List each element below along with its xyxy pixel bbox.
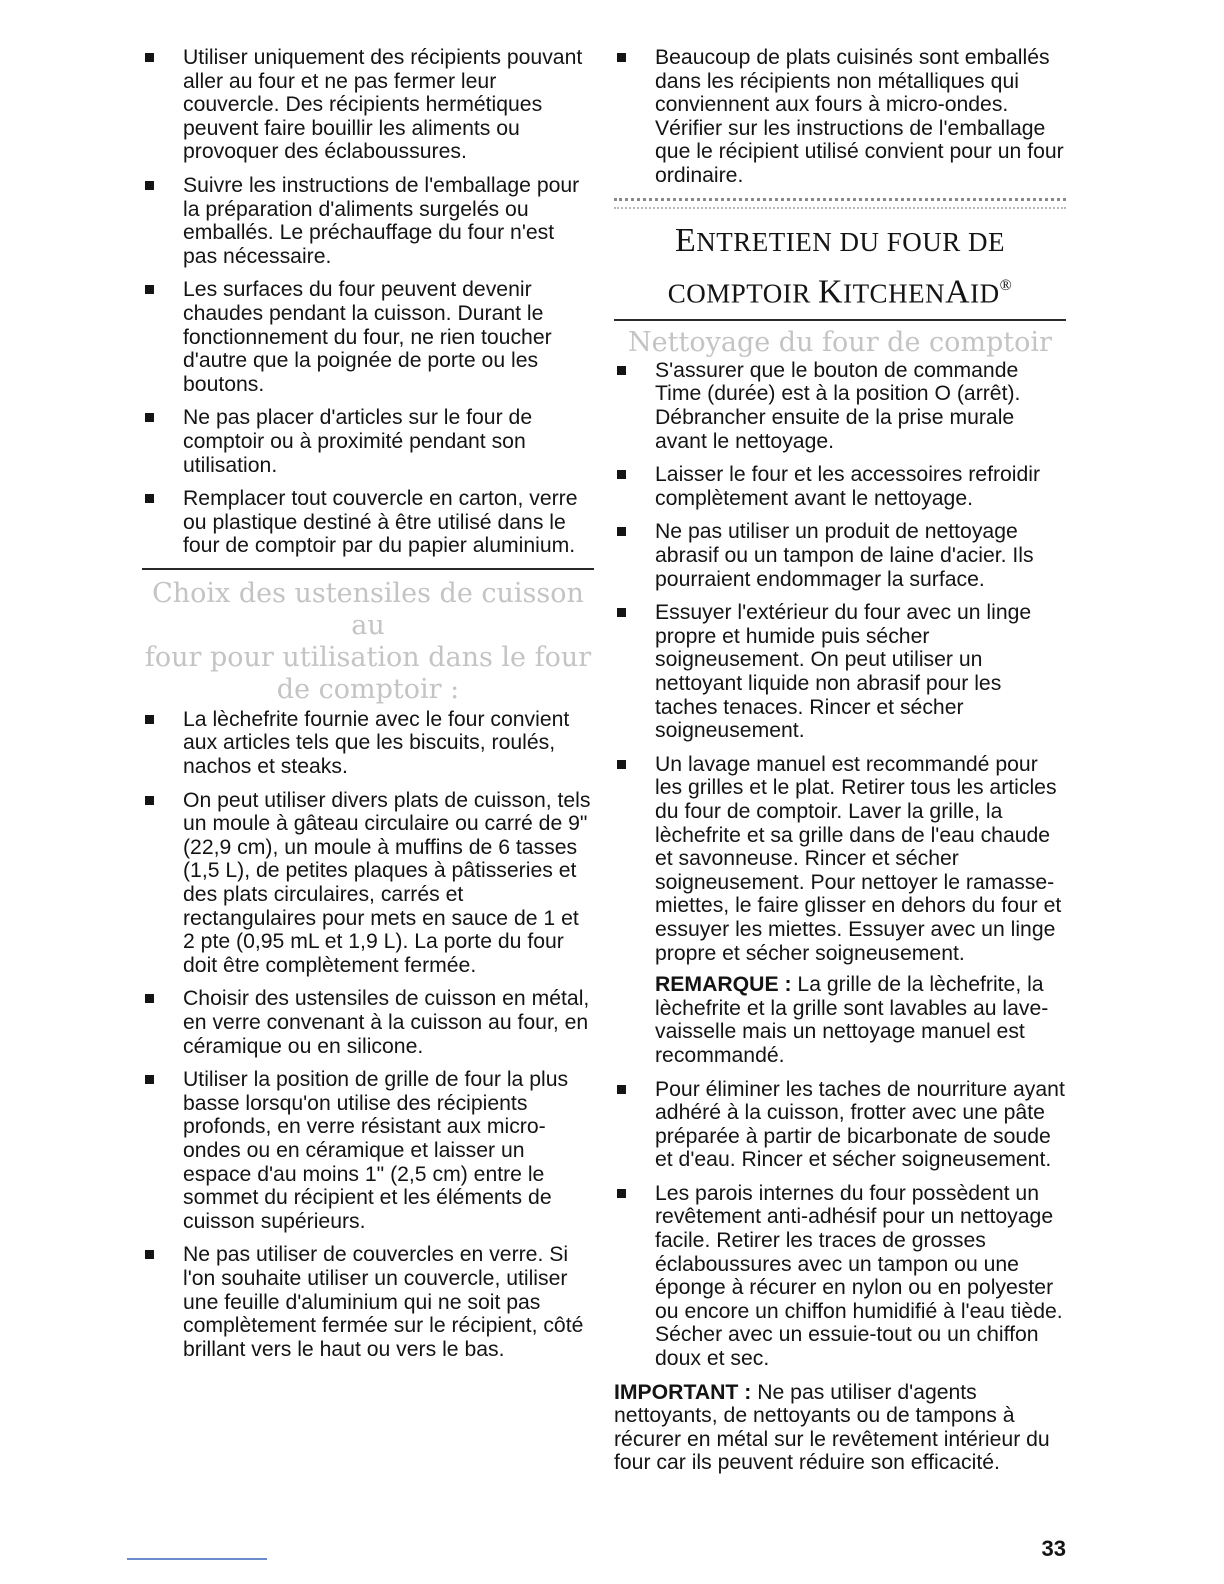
list-item: Les surfaces du four peuvent devenir chaudes pendant la cuisson. Durant le fonctionnement du four, ne rien toucher d'autre que la poignée de porte ou les boutons. xyxy=(142,278,594,396)
bullet-square-icon xyxy=(145,494,154,503)
bullet-square-icon xyxy=(617,608,626,617)
right-column xyxy=(614,46,1066,1475)
bullet-square-icon xyxy=(145,796,154,805)
bullet-square-icon xyxy=(145,994,154,1003)
section-divider xyxy=(614,319,1066,321)
cookware-safety-list xyxy=(142,46,594,558)
list-item: Utiliser uniquement des récipients pouvant aller au four et ne pas fermer leur couvercle. Des récipients hermétiques peuvent faire bouillir les aliments ou provoquer des éclaboussures. xyxy=(142,46,594,164)
packaging-list xyxy=(614,46,1066,188)
bullet-square-icon xyxy=(145,53,154,62)
footer-line xyxy=(127,1558,267,1560)
list-item: Beaucoup de plats cuisinés sont emballés dans les récipients non métalliques qui conviennent aux fours à micro-ondes. Vérifier sur les instructions de l'emballage que le récipient utilisé convient pour un four ordinaire. xyxy=(614,46,1066,188)
list-item: Un lavage manuel est recommandé pour les grilles et le plat. Retirer tous les articles du four de comptoir. Laver la grille, la lèchefrite et sa grille dans de l'eau chaude et savonneuse. Rincer et sécher soigneusement. Pour nettoyer le ramasse-miettes, le faire glisser en dehors du four et essuyer les miettes. Essuyer avec un linge propre et sécher soigneusement. REMARQUE : La grille de la lèchefrite, la lèchefrite et la grille sont lavables au lave-vaisselle mais un nettoyage manuel est recommandé. xyxy=(614,753,1066,1068)
list-item: Essuyer l'extérieur du four avec un linge propre et humide puis sécher soigneusement. On peut utiliser un nettoyant liquide non abrasif pour les taches tenaces. Rincer et sécher soigneusement. xyxy=(614,601,1066,743)
list-item: Ne pas placer d'articles sur le four de comptoir ou à proximité pendant son utilisation. xyxy=(142,406,594,477)
list-item: Ne pas utiliser un produit de nettoyage abrasif ou un tampon de laine d'acier. Ils pourraient endommager la surface. xyxy=(614,520,1066,591)
page-number: 33 xyxy=(1041,1536,1066,1561)
list-item: Suivre les instructions de l'emballage pour la préparation d'aliments surgelés ou emballés. Le préchauffage du four n'est pas nécessaire. xyxy=(142,174,594,268)
cleaning-subheading: Nettoyage du four de comptoir xyxy=(628,326,1052,358)
dotted-divider xyxy=(614,198,1066,209)
bullet-square-icon xyxy=(145,285,154,294)
list-item: Choisir des ustensiles de cuisson en métal, en verre convenant à la cuisson au four, en céramique ou en silicone. xyxy=(142,987,594,1058)
bullet-square-icon xyxy=(145,413,154,422)
bullet-square-icon xyxy=(145,1250,154,1259)
list-item: La lèchefrite fournie avec le four convient aux articles tels que les biscuits, roulés, nachos et steaks. xyxy=(142,708,594,779)
cookware-subheading: Choix des ustensiles de cuisson au four pour utilisation dans le four de comptoir : xyxy=(144,577,592,705)
list-item: On peut utiliser divers plats de cuisson, tels un moule à gâteau circulaire ou carré de 9" (22,9 cm), un moule à muffins de 6 tasses (1,5 L), de petites plaques à pâtisseries et des plats circulaires, carrés et rectangulaires pour mets en sauce de 1 et 2 pte (0,95 mL et 1,9 L). La porte du four doit être complètement fermée. xyxy=(142,789,594,978)
list-item: Utiliser la position de grille de four la plus basse lorsqu'on utilise des récipients profonds, en verre résistant aux micro-ondes ou en céramique et laisser un espace d'au moins 1" (2,5 cm) entre le sommet du récipient et les éléments de cuisson supérieurs. xyxy=(142,1068,594,1233)
bullet-square-icon xyxy=(617,53,626,62)
important-note: IMPORTANT : Ne pas utiliser d'agents nettoyants, de nettoyants ou de tampons à récurer en métal sur le revêtement intérieur du four car ils peuvent réduire son efficacité. xyxy=(614,1380,1050,1475)
list-item: Remplacer tout couvercle en carton, verre ou plastique destiné à être utilisé dans le four de comptoir par du papier aluminium. xyxy=(142,487,594,558)
bullet-square-icon xyxy=(617,470,626,479)
list-item: S'assurer que le bouton de commande Time (durée) est à la position O (arrêt). Débrancher ensuite de la prise murale avant le nettoyage. xyxy=(614,359,1066,453)
bullet-square-icon xyxy=(145,715,154,724)
bullet-square-icon xyxy=(617,760,626,769)
bullet-square-icon xyxy=(617,1085,626,1094)
left-column xyxy=(142,46,594,1371)
list-item: Pour éliminer les taches de nourriture ayant adhéré à la cuisson, frotter avec une pâte préparée à partir de bicarbonate de soude et d'eau. Rincer et sécher soigneusement. xyxy=(614,1078,1066,1172)
bullet-square-icon xyxy=(145,1075,154,1084)
bullet-square-icon xyxy=(617,366,626,375)
bullet-square-icon xyxy=(617,1189,626,1198)
section-title: ENTRETIEN DU FOUR DE COMPTOIR KITCHENAID® xyxy=(667,221,1013,310)
registered-mark: ® xyxy=(999,276,1013,294)
cookware-choice-list xyxy=(142,708,594,1361)
list-item: Laisser le four et les accessoires refroidir complètement avant le nettoyage. xyxy=(614,463,1066,510)
list-item: Ne pas utiliser de couvercles en verre. Si l'on souhaite utiliser un couvercle, utiliser une feuille d'aluminium qui ne soit pas complètement fermée sur le récipient, côté brillant vers le haut ou vers le bas. xyxy=(142,1243,594,1361)
section-divider xyxy=(142,568,594,570)
bullet-square-icon xyxy=(617,527,626,536)
bullet-square-icon xyxy=(145,181,154,190)
list-item: Les parois internes du four possèdent un revêtement anti-adhésif pour un nettoyage facile. Retirer les traces de grosses éclaboussures avec un tampon ou une éponge à récurer en nylon ou en polyester ou encore un chiffon humidifié à l'eau tiède. Sécher avec un essuie-tout ou un chiffon doux et sec. xyxy=(614,1182,1066,1371)
cleaning-list xyxy=(614,359,1066,1371)
note-remarque: REMARQUE : La grille de la lèchefrite, la lèchefrite et la grille sont lavables au lave-vaisselle mais un nettoyage manuel est recommandé. xyxy=(655,973,1049,1067)
